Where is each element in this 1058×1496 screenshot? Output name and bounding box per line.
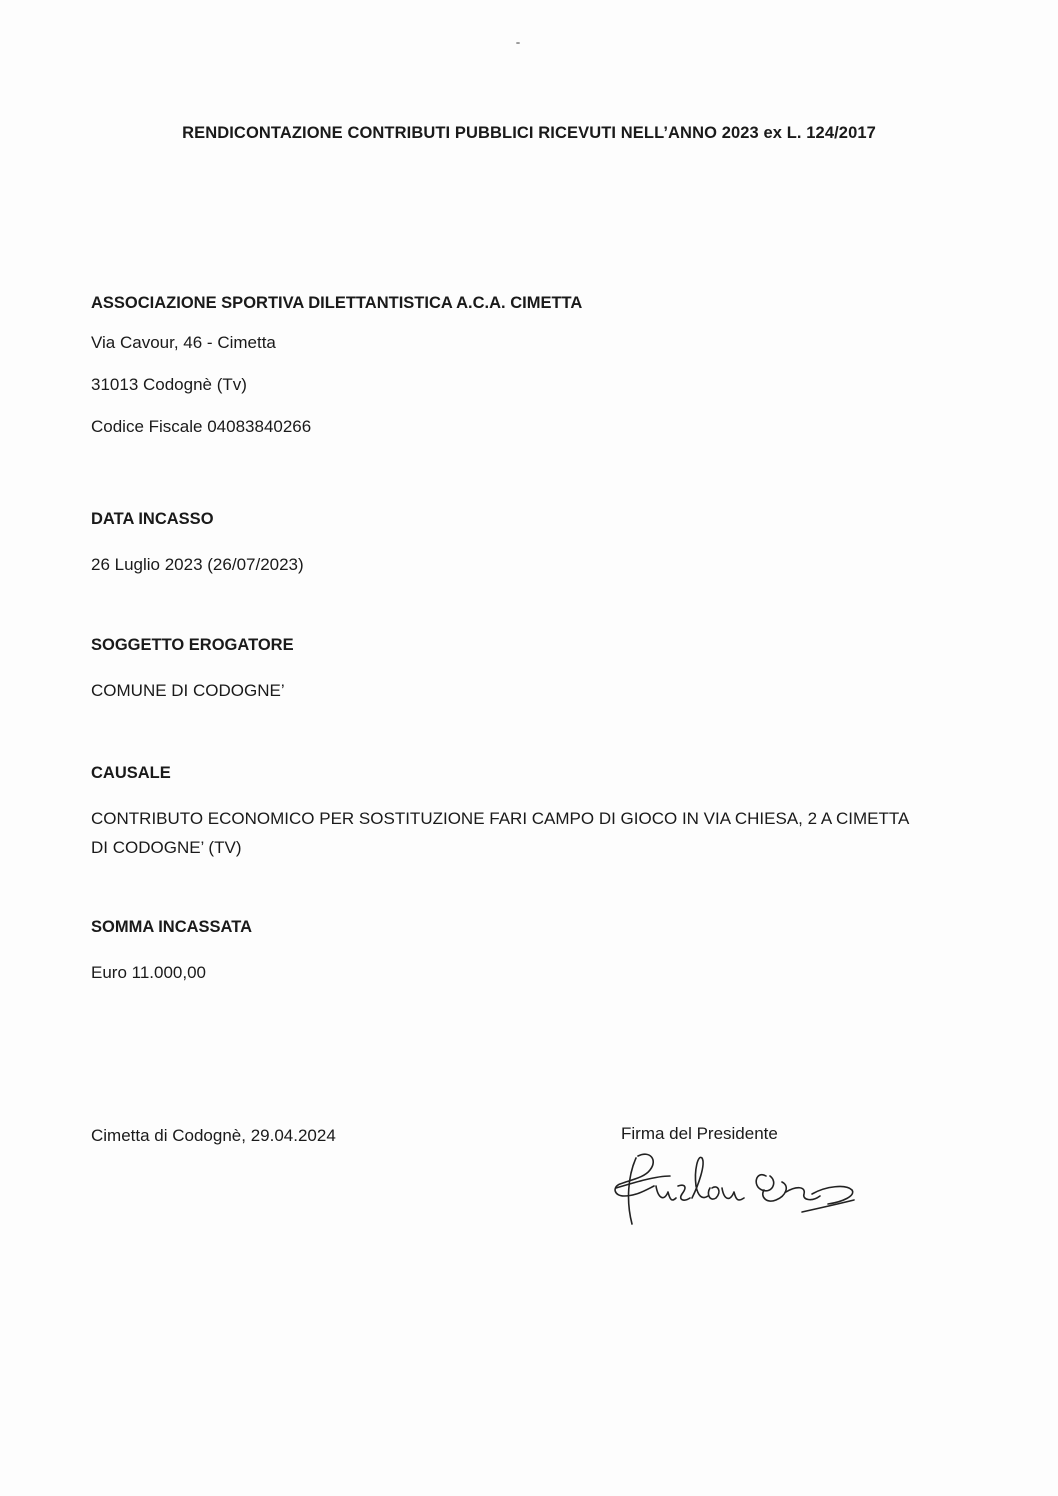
soggetto-erogatore-heading: SOGGETTO EROGATORE	[91, 636, 294, 654]
organization-block	[91, 294, 971, 458]
causale-section	[91, 762, 971, 862]
address-line-1: Via Cavour, 46 - Cimetta	[91, 333, 276, 352]
causale-value-line-1: CONTRIBUTO ECONOMICO PER SOSTITUZIONE FARI CAMPO DI GIOCO IN VIA CHIESA, 2 A CIMETTA	[91, 809, 910, 828]
organization-name: ASSOCIAZIONE SPORTIVA DILETTANTISTICA A.C.A. CIMETTA	[91, 294, 583, 312]
scan-speck	[516, 42, 520, 44]
place-date: Cimetta di Codognè, 29.04.2024	[91, 1126, 336, 1145]
somma-incassata-heading: SOMMA INCASSATA	[91, 918, 253, 936]
causale-heading: CAUSALE	[91, 764, 171, 782]
soggetto-erogatore-value: COMUNE DI CODOGNE’	[91, 681, 285, 700]
somma-incassata-section	[91, 916, 971, 987]
data-incasso-heading: DATA INCASSO	[91, 510, 214, 528]
fiscal-code: Codice Fiscale 04083840266	[91, 417, 312, 436]
somma-incassata-value: Euro 11.000,00	[91, 963, 206, 982]
signature-label: Firma del Presidente	[621, 1124, 778, 1143]
address-line-2: 31013 Codognè (Tv)	[91, 375, 247, 394]
handwritten-signature	[606, 1146, 866, 1236]
data-incasso-value: 26 Luglio 2023 (26/07/2023)	[91, 555, 304, 574]
document-title: RENDICONTAZIONE CONTRIBUTI PUBBLICI RICEVUTI NELL’ANNO 2023 ex L. 124/2017	[182, 124, 876, 142]
causale-value-line-2: DI CODOGNE’ (TV)	[91, 838, 242, 857]
soggetto-erogatore-section	[91, 634, 971, 705]
data-incasso-section	[91, 508, 971, 579]
